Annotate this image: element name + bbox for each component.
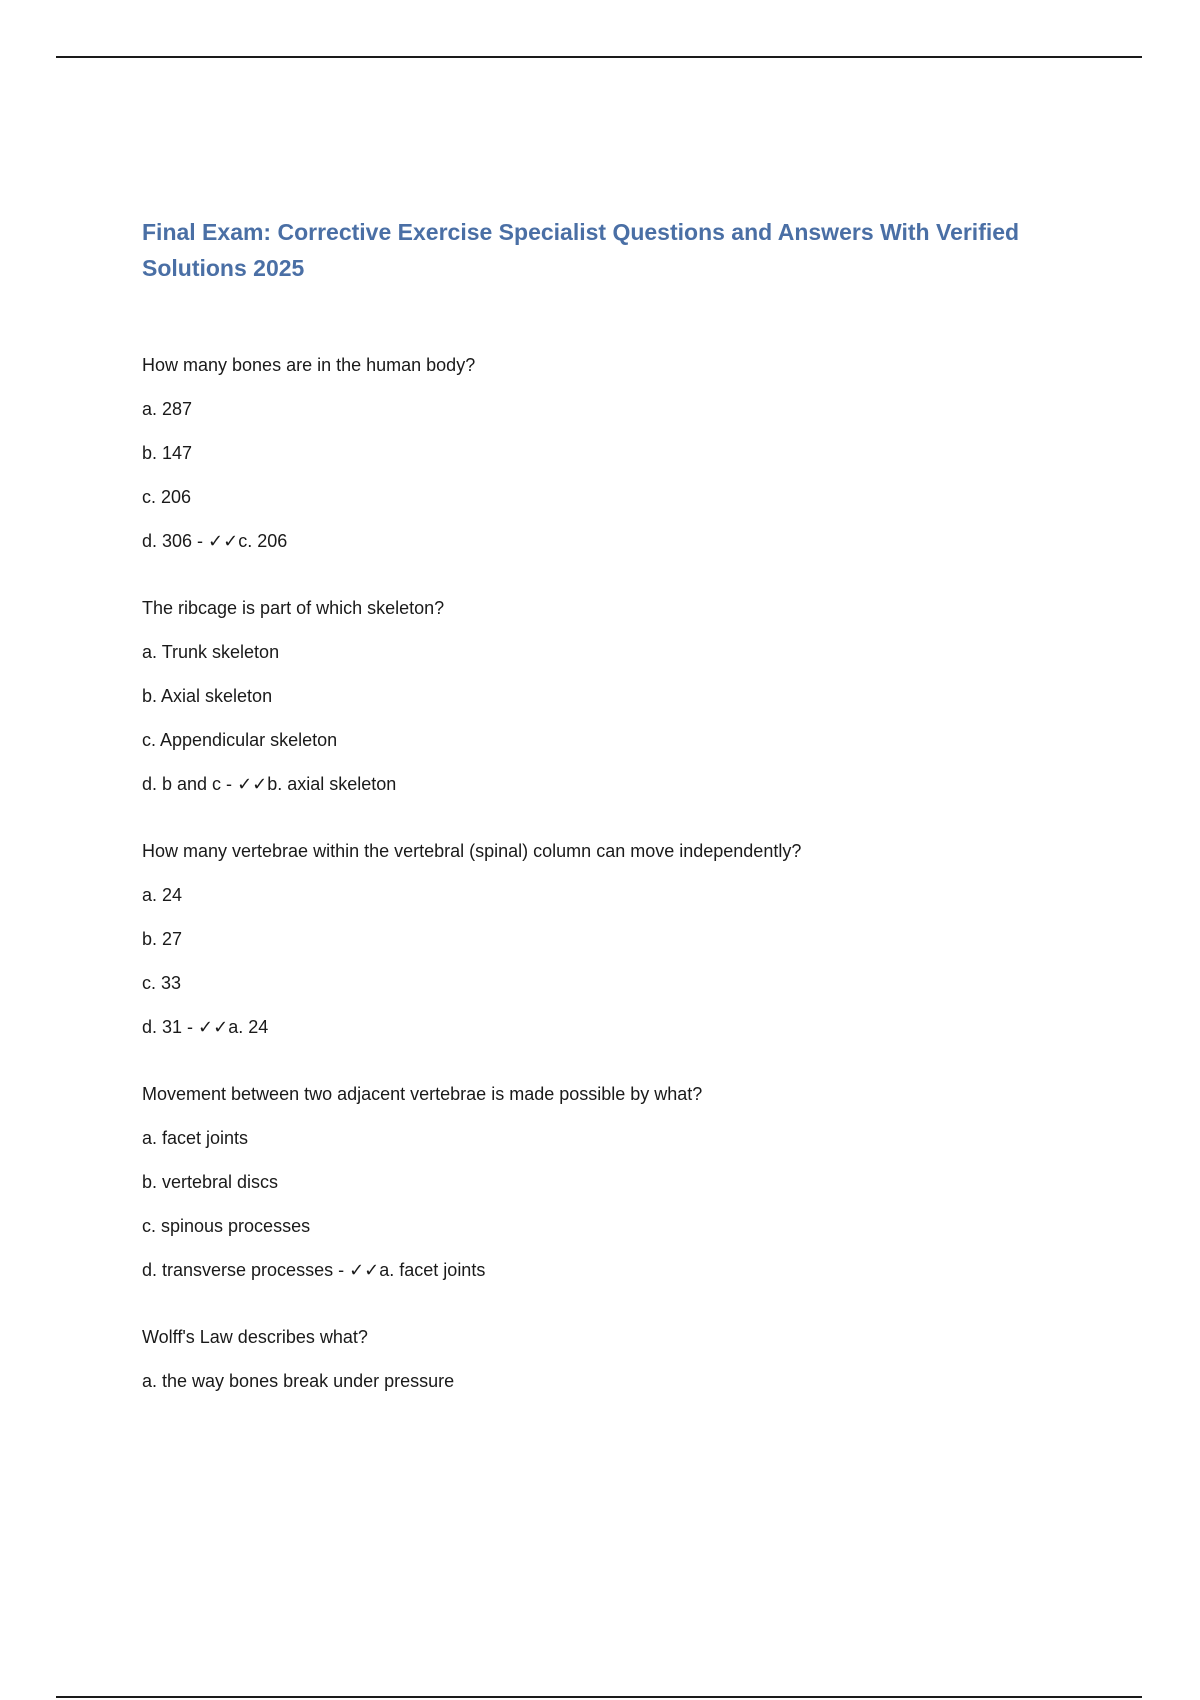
option-d-with-answer [142, 1016, 1072, 1039]
option-c: c. Appendicular skeleton [142, 730, 338, 750]
option-a: a. 24 [142, 885, 183, 905]
question-text: Movement between two adjacent vertebrae is made possible by what? [142, 1084, 703, 1104]
option-c: c. 33 [142, 973, 182, 993]
option-c: c. 206 [142, 487, 192, 507]
question-list [142, 354, 1072, 1392]
check-mark-icon: ✓✓ [208, 531, 239, 552]
question-text: Wolff's Law describes what? [142, 1327, 368, 1347]
option-b: b. 147 [142, 443, 193, 463]
option-b: b. 27 [142, 929, 183, 949]
option-d-with-answer [142, 530, 1072, 553]
option-d: d. 306 - [142, 531, 209, 551]
option-d: d. 31 - [142, 1017, 199, 1037]
answer-text: b. axial skeleton [267, 774, 397, 794]
option-b: b. vertebral discs [142, 1172, 279, 1192]
option-c: c. spinous processes [142, 1216, 311, 1236]
top-divider [56, 56, 1142, 58]
document-title: Final Exam: Corrective Exercise Specialist Questions and Answers With Verified Solutions 2025 [142, 219, 1020, 281]
option-a: a. 287 [142, 399, 193, 419]
option-d: d. b and c - [142, 774, 238, 794]
option-a: a. Trunk skeleton [142, 642, 280, 662]
question-block [142, 840, 1072, 1039]
document-body [142, 214, 1072, 1436]
option-d-with-answer [142, 1259, 1072, 1282]
answer-text: a. 24 [228, 1017, 269, 1037]
check-mark-icon: ✓✓ [349, 1260, 380, 1281]
option-d-with-answer [142, 773, 1072, 796]
answer-text: a. facet joints [379, 1260, 486, 1280]
question-text: How many vertebrae within the vertebral (spinal) column can move independently? [142, 841, 802, 861]
check-mark-icon: ✓✓ [198, 1017, 229, 1038]
option-b: b. Axial skeleton [142, 686, 273, 706]
bottom-divider [56, 1696, 1142, 1698]
option-a: a. the way bones break under pressure [142, 1371, 455, 1391]
question-text: The ribcage is part of which skeleton? [142, 598, 445, 618]
option-d: d. transverse processes - [142, 1260, 350, 1280]
option-a: a. facet joints [142, 1128, 249, 1148]
answer-text: c. 206 [238, 531, 288, 551]
question-block [142, 597, 1072, 796]
question-block-partial [142, 1326, 1072, 1392]
question-block [142, 1083, 1072, 1282]
question-block [142, 354, 1072, 553]
question-text: How many bones are in the human body? [142, 355, 476, 375]
check-mark-icon: ✓✓ [237, 774, 268, 795]
